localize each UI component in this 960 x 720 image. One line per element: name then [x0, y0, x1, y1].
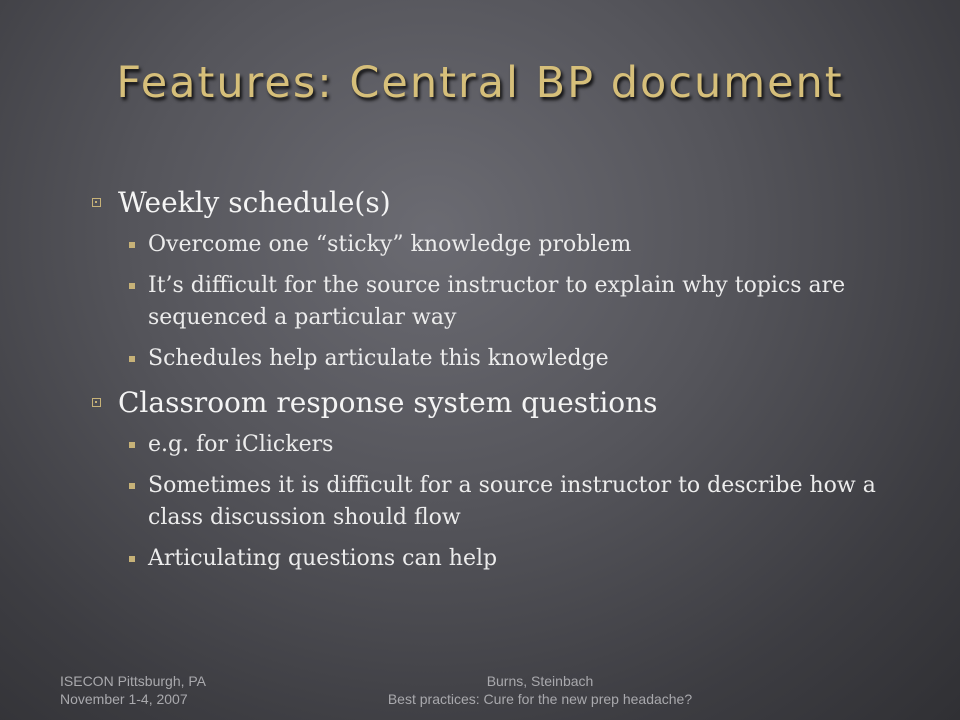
- sub-bullet-text: Overcome one “sticky” knowledge problem: [148, 232, 632, 257]
- sub-bullet-text: Sometimes it is difficult for a source instructor to describe how a class discussion should flow: [148, 473, 876, 530]
- sub-bullet-text: e.g. for iClickers: [148, 432, 334, 457]
- footer-paper-title: Best practices: Cure for the new prep headache?: [387, 691, 693, 707]
- square-outline-bullet-icon: [92, 398, 101, 407]
- sub-bullet-list: [118, 229, 888, 375]
- small-square-bullet-icon: [129, 283, 135, 289]
- small-square-bullet-icon: [129, 442, 135, 448]
- sub-bullet-item: [118, 229, 888, 261]
- footer-author-names: Burns, Steinbach: [486, 673, 594, 689]
- bullet-item-classroom-response: [88, 385, 888, 575]
- sub-bullet-text: It’s difficult for the source instructor to explain why topics are sequenced a particular way: [148, 273, 846, 330]
- sub-bullet-text: Articulating questions can help: [148, 546, 498, 571]
- footer-conference: [60, 672, 206, 708]
- slide-title: Features: Central BP document: [116, 58, 844, 108]
- sub-bullet-item: [118, 270, 888, 334]
- sub-bullet-item: [118, 470, 888, 534]
- bullet-text: Weekly schedule(s): [118, 186, 391, 219]
- bullet-list: [88, 175, 888, 584]
- footer-authors: [340, 672, 740, 708]
- sub-bullet-item: [118, 343, 888, 375]
- footer-conference-date: November 1-4, 2007: [60, 691, 188, 707]
- small-square-bullet-icon: [129, 483, 135, 489]
- sub-bullet-list: [118, 429, 888, 575]
- bullet-text: Classroom response system questions: [118, 386, 658, 419]
- square-outline-bullet-icon: [92, 198, 101, 207]
- small-square-bullet-icon: [129, 356, 135, 362]
- small-square-bullet-icon: [129, 242, 135, 248]
- footer-conference-location: ISECON Pittsburgh, PA: [60, 673, 207, 689]
- sub-bullet-item: [118, 429, 888, 461]
- sub-bullet-text: Schedules help articulate this knowledge: [148, 346, 609, 371]
- bullet-item-weekly-schedules: [88, 185, 888, 375]
- small-square-bullet-icon: [129, 556, 135, 562]
- sub-bullet-item: [118, 543, 888, 575]
